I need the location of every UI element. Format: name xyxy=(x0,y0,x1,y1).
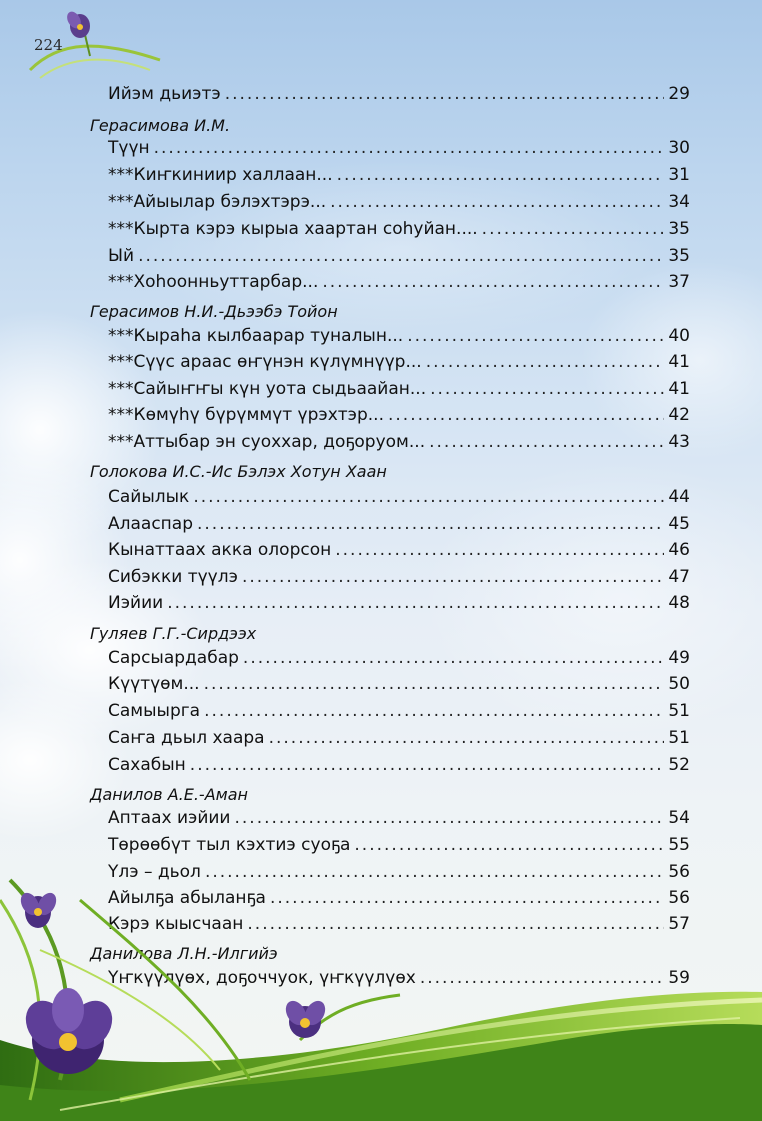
toc-entry[interactable] xyxy=(108,540,690,570)
entry-page: 45 xyxy=(668,514,690,534)
entry-title: Күүтүөм... xyxy=(108,674,200,694)
dot-leader xyxy=(330,192,664,212)
dot-leader xyxy=(242,567,664,587)
toc-entry[interactable] xyxy=(108,808,690,838)
toc-entry[interactable] xyxy=(108,674,690,704)
entry-title: Алааспар xyxy=(108,514,193,534)
dot-leader xyxy=(270,888,664,908)
entry-title: Саҥа дьыл хаара xyxy=(108,728,265,748)
entry-page: 41 xyxy=(668,379,690,399)
toc-entry[interactable] xyxy=(108,165,690,195)
entry-title: Айылҕа абыланҕа xyxy=(108,888,266,908)
dot-leader xyxy=(243,648,664,668)
dot-leader xyxy=(388,405,664,425)
toc-entry[interactable] xyxy=(108,192,690,222)
entry-title: Төрөөбүт тыл кэхтиэ суоҕа xyxy=(108,835,351,855)
author-heading: Гуляев Г.Г.-Сирдээх xyxy=(90,624,257,643)
page-number: 224 xyxy=(34,36,63,54)
entry-title: ***Сайыҥҥы күн уота сыдьаайан... xyxy=(108,379,427,399)
entry-page: 56 xyxy=(668,862,690,882)
entry-title: ***Сүүс араас өҥүнэн күлүмнүүр... xyxy=(108,352,422,372)
dot-leader xyxy=(204,701,664,721)
dot-leader xyxy=(426,352,665,372)
dot-leader xyxy=(337,165,665,185)
entry-page: 41 xyxy=(668,352,690,372)
entry-page: 30 xyxy=(668,138,690,158)
dot-leader xyxy=(247,914,664,934)
dot-leader xyxy=(269,728,665,748)
entry-page: 59 xyxy=(668,968,690,988)
toc-entry[interactable] xyxy=(108,835,690,865)
dot-leader xyxy=(482,219,665,239)
entry-page: 51 xyxy=(668,728,690,748)
dot-leader xyxy=(167,593,664,613)
entry-title: ***Хоһоонньуттарбар... xyxy=(108,272,319,292)
entry-page: 44 xyxy=(668,487,690,507)
toc-entry[interactable] xyxy=(108,219,690,249)
toc-entry[interactable] xyxy=(108,728,690,758)
entry-page: 52 xyxy=(668,755,690,775)
entry-title: Үлэ – дьол xyxy=(108,862,201,882)
entry-title: Сайылык xyxy=(108,487,190,507)
toc-entry[interactable] xyxy=(108,914,690,944)
entry-title: Түүн xyxy=(108,138,150,158)
entry-title: Самыырга xyxy=(108,701,201,721)
entry-page: 40 xyxy=(668,326,690,346)
entry-page: 31 xyxy=(668,165,690,185)
toc-entry[interactable] xyxy=(108,968,690,998)
entry-page: 51 xyxy=(668,701,690,721)
entry-title: ***Киҥкиниир халлаан... xyxy=(108,165,333,185)
dot-leader xyxy=(204,674,665,694)
entry-page: 29 xyxy=(668,84,690,104)
dot-leader xyxy=(354,835,664,855)
entry-title: ***Кыраһа кылбаарар туналын... xyxy=(108,326,404,346)
toc-entry[interactable] xyxy=(108,84,690,114)
entry-title: ***Көмүһү бүрүммүт үрэхтэр... xyxy=(108,405,384,425)
dot-leader xyxy=(335,540,664,560)
dot-leader xyxy=(190,755,665,775)
dot-leader xyxy=(429,432,664,452)
entry-page: 37 xyxy=(668,272,690,292)
entry-page: 57 xyxy=(668,914,690,934)
entry-page: 43 xyxy=(668,432,690,452)
toc-entry[interactable] xyxy=(108,352,690,382)
toc-entry[interactable] xyxy=(108,487,690,517)
entry-page: 48 xyxy=(668,593,690,613)
entry-page: 34 xyxy=(668,192,690,212)
toc-entry[interactable] xyxy=(108,272,690,302)
entry-title: ***Аттыбар эн суоххар, доҕоруом... xyxy=(108,432,426,452)
dot-leader xyxy=(193,487,664,507)
author-heading: Голокова И.С.-Ис Бэлэх Хотун Хаан xyxy=(90,462,387,481)
dot-leader xyxy=(430,379,664,399)
entry-page: 49 xyxy=(668,648,690,668)
toc-entry[interactable] xyxy=(108,701,690,731)
toc-entry[interactable] xyxy=(108,405,690,435)
entry-page: 54 xyxy=(668,808,690,828)
entry-title: ***Айыылар бэлэхтэрэ... xyxy=(108,192,327,212)
entry-title: Сахабын xyxy=(108,755,186,775)
toc-entry[interactable] xyxy=(108,755,690,785)
author-heading: Данилова Л.Н.-Илгийэ xyxy=(90,944,278,963)
author-heading: Герасимова И.М. xyxy=(90,116,231,135)
entry-title: Кэрэ кыысчаан xyxy=(108,914,244,934)
entry-page: 42 xyxy=(668,405,690,425)
dot-leader xyxy=(234,808,664,828)
toc-entry[interactable] xyxy=(108,432,690,462)
entry-title: Сарсыардабар xyxy=(108,648,239,668)
entry-page: 47 xyxy=(668,567,690,587)
dot-leader xyxy=(225,84,665,104)
toc-entry[interactable] xyxy=(108,138,690,168)
entry-title: Ийэм дьиэтэ xyxy=(108,84,221,104)
entry-title: Үҥкүүлүөх, доҕоччуок, үҥкүүлүөх xyxy=(108,968,416,988)
dot-leader xyxy=(138,246,664,266)
entry-page: 46 xyxy=(668,540,690,560)
dot-leader xyxy=(197,514,664,534)
dot-leader xyxy=(407,326,664,346)
author-heading: Герасимов Н.И.-Дьээбэ Тойон xyxy=(90,302,338,321)
entry-page: 35 xyxy=(668,246,690,266)
dot-leader xyxy=(420,968,665,988)
author-heading: Данилов А.Е.-Аман xyxy=(90,785,248,804)
entry-title: Кынаттаах акка олорсон xyxy=(108,540,332,560)
entry-page: 35 xyxy=(668,219,690,239)
dot-leader xyxy=(154,138,665,158)
entry-page: 55 xyxy=(668,835,690,855)
entry-page: 56 xyxy=(668,888,690,908)
entry-page: 50 xyxy=(668,674,690,694)
entry-title: Аптаах иэйии xyxy=(108,808,231,828)
entry-title: ***Кырта кэрэ кырыа хаартан соһуйан.... xyxy=(108,219,478,239)
dot-leader xyxy=(205,862,664,882)
entry-title: Ый xyxy=(108,246,135,266)
dot-leader xyxy=(322,272,664,292)
toc-entry[interactable] xyxy=(108,593,690,623)
entry-title: Иэйии xyxy=(108,593,164,613)
entry-title: Сибэкки түүлэ xyxy=(108,567,238,587)
